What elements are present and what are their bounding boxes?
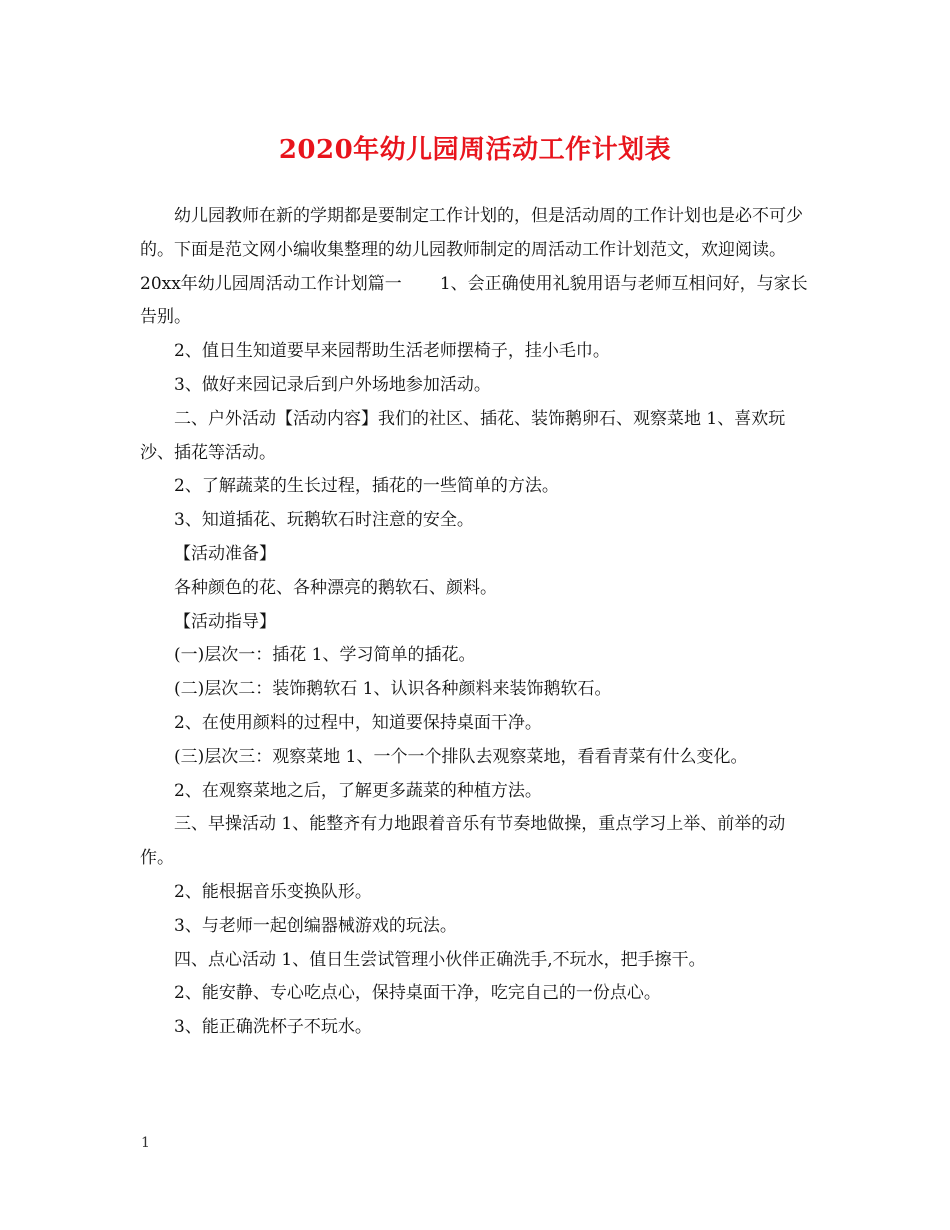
paragraph: 3、知道插花、玩鹅软石时注意的安全。 xyxy=(174,510,474,531)
plan-heading-paragraph xyxy=(140,268,815,336)
section-label: 【活动指导】 xyxy=(174,611,276,632)
paragraph: 四、点心活动 1、值日生尝试管理小伙伴正确洗手,不玩水，把手擦干。 xyxy=(174,949,706,970)
paragraph: (三)层次三：观察菜地 1、一个一个排队去观察菜地，看看青菜有什么变化。 xyxy=(174,746,748,767)
section-label: 【活动准备】 xyxy=(174,543,276,564)
paragraph: (二)层次二：装饰鹅软石 1、认识各种颜料来装饰鹅软石。 xyxy=(174,679,612,700)
paragraph: 2、在观察菜地之后，了解更多蔬菜的种植方法。 xyxy=(174,780,542,801)
page-number: 1 xyxy=(141,1135,150,1151)
paragraph: 2、了解蔬菜的生长过程，插花的一些简单的方法。 xyxy=(174,476,559,497)
paragraph: 2、在使用颜料的过程中，知道要保持桌面干净。 xyxy=(174,712,542,733)
paragraph: 3、与老师一起创编器械游戏的玩法。 xyxy=(174,915,457,936)
intro-paragraph: 幼儿园教师在新的学期都是要制定工作计划的，但是活动周的工作计划也是必不可少的。下面是范文网小编收集整理的幼儿园教师制定的周活动工作计划范文，欢迎阅读。 xyxy=(140,206,803,260)
paragraph: 2、值日生知道要早来园帮助生活老师摆椅子，挂小毛巾。 xyxy=(174,341,610,362)
paragraph: 3、能正确洗杯子不玩水。 xyxy=(174,1017,372,1038)
plan-heading: 20xx年幼儿园周活动工作计划篇一 xyxy=(140,273,402,294)
paragraph: 三、早操活动 1、能整齐有力地跟着音乐有节奏地做操，重点学习上举、前举的动作。 xyxy=(140,814,786,869)
document-title: 2020年幼儿园周活动工作计划表 xyxy=(278,135,672,165)
paragraph: (一)层次一：插花 1、学习简单的插花。 xyxy=(174,645,476,666)
document-body xyxy=(140,200,815,1045)
paragraph: 2、能安静、专心吃点心，保持桌面干净，吃完自己的一份点心。 xyxy=(174,983,661,1004)
paragraph: 3、做好来园记录后到户外场地参加活动。 xyxy=(174,374,491,395)
plan-heading-item: 1、会正确使用礼貌用语与老师互相问好，与家长告别。 xyxy=(140,273,808,328)
paragraph: 2、能根据音乐变换队形。 xyxy=(174,881,372,902)
paragraph: 二、户外活动【活动内容】我们的社区、插花、装饰鹅卵石、观察菜地 1、喜欢玩沙、插花等活动。 xyxy=(140,408,786,463)
paragraph: 各种颜色的花、各种漂亮的鹅软石、颜料。 xyxy=(174,577,497,598)
